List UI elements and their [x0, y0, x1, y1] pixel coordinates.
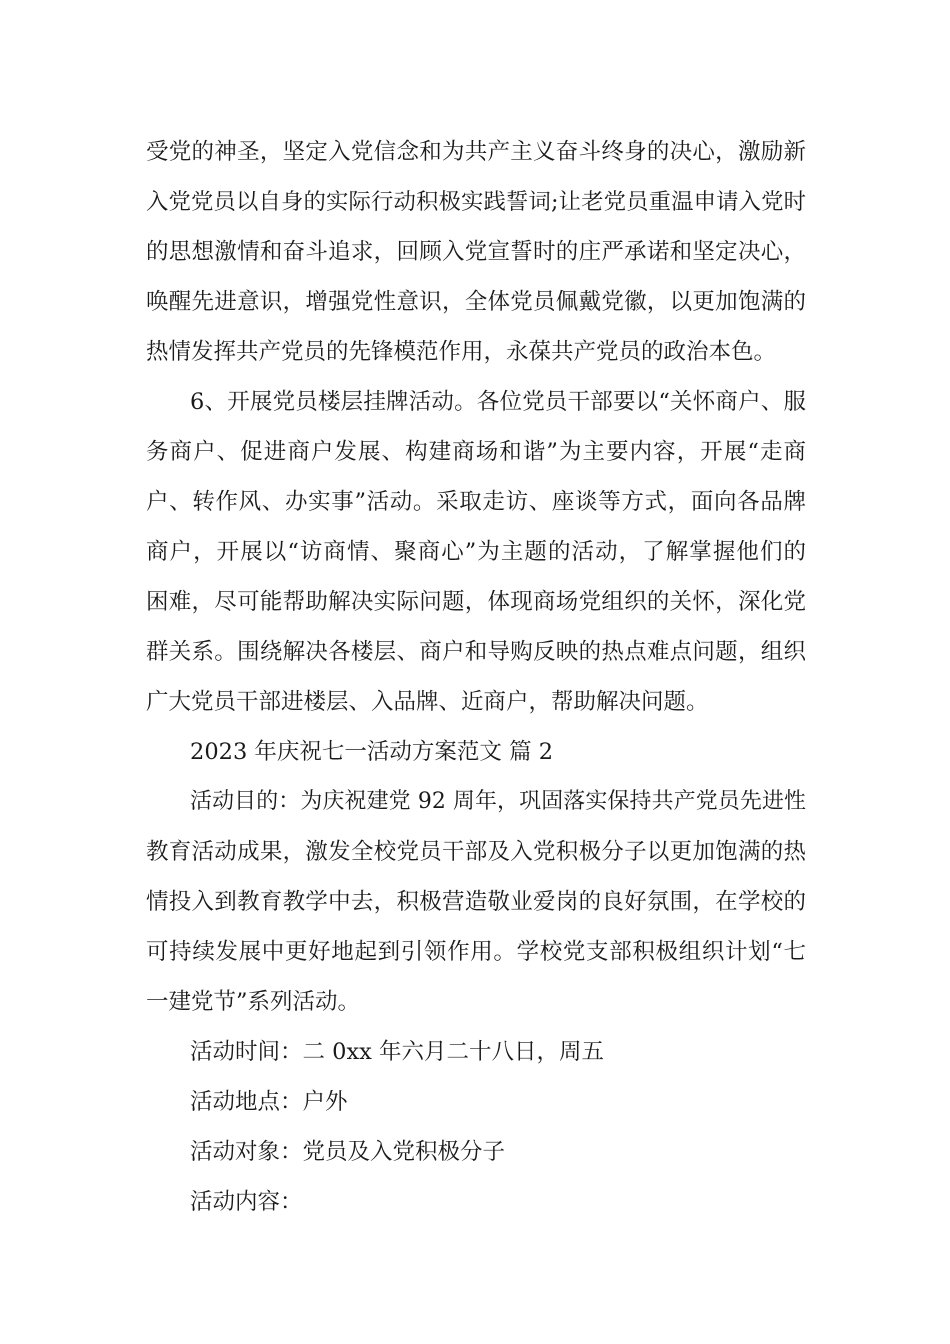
text-line: 热情发挥共产党员的先锋模范作用，永葆共产党员的政治本色。 — [146, 339, 777, 365]
paragraph-first-line: 活动目的：为庆祝建党 92 周年，巩固落实保持共产党员先进性 — [190, 789, 806, 814]
activity-participants: 活动对象：党员及入党积极分子 — [190, 1139, 506, 1165]
text-line: 群关系。围绕解决各楼层、商户和导购反映的热点难点问题，组织 — [146, 639, 806, 665]
text-line: 可持续发展中更好地起到引领作用。学校党支部积极组织计划“七 — [146, 939, 806, 965]
activity-location: 活动地点：户外 — [190, 1089, 348, 1115]
text-line: 户、转作风、办实事”活动。采取走访、座谈等方式，面向各品牌 — [146, 489, 806, 515]
text-line: 唤醒先进意识，增强党性意识，全体党员佩戴党徽，以更加饱满的 — [146, 289, 806, 315]
text-line: 广大党员干部进楼层、入品牌、近商户，帮助解决问题。 — [146, 689, 709, 715]
activity-time: 活动时间：二 0xx 年六月二十八日，周五 — [190, 1039, 604, 1065]
text-line: 务商户、促进商户发展、构建商场和谐”为主要内容，开展“走商 — [146, 439, 806, 465]
text-line: 一建党节”系列活动。 — [146, 989, 361, 1015]
text-line: 的思想激情和奋斗追求，回顾入党宣誓时的庄严承诺和坚定决心， — [146, 239, 806, 265]
text-line: 困难，尽可能帮助解决实际问题，体现商场党组织的关怀，深化党 — [146, 589, 806, 615]
text-line: 受党的神圣，坚定入党信念和为共产主义奋斗终身的决心，激励新 — [146, 139, 806, 165]
activity-content-label: 活动内容： — [190, 1189, 303, 1215]
section-heading: 2023 年庆祝七一活动方案范文 篇 2 — [190, 739, 554, 765]
text-line: 入党党员以自身的实际行动积极实践誓词;让老党员重温申请入党时 — [146, 189, 806, 215]
text-line: 情投入到教育教学中去，积极营造敬业爱岗的良好氛围，在学校的 — [146, 889, 806, 915]
text-line: 教育活动成果，激发全校党员干部及入党积极分子以更加饱满的热 — [146, 839, 806, 865]
text-line: 商户，开展以“访商情、聚商心”为主题的活动，了解掌握他们的 — [146, 539, 806, 565]
paragraph-first-line: 6、开展党员楼层挂牌活动。各位党员干部要以“关怀商户、服 — [190, 389, 806, 415]
